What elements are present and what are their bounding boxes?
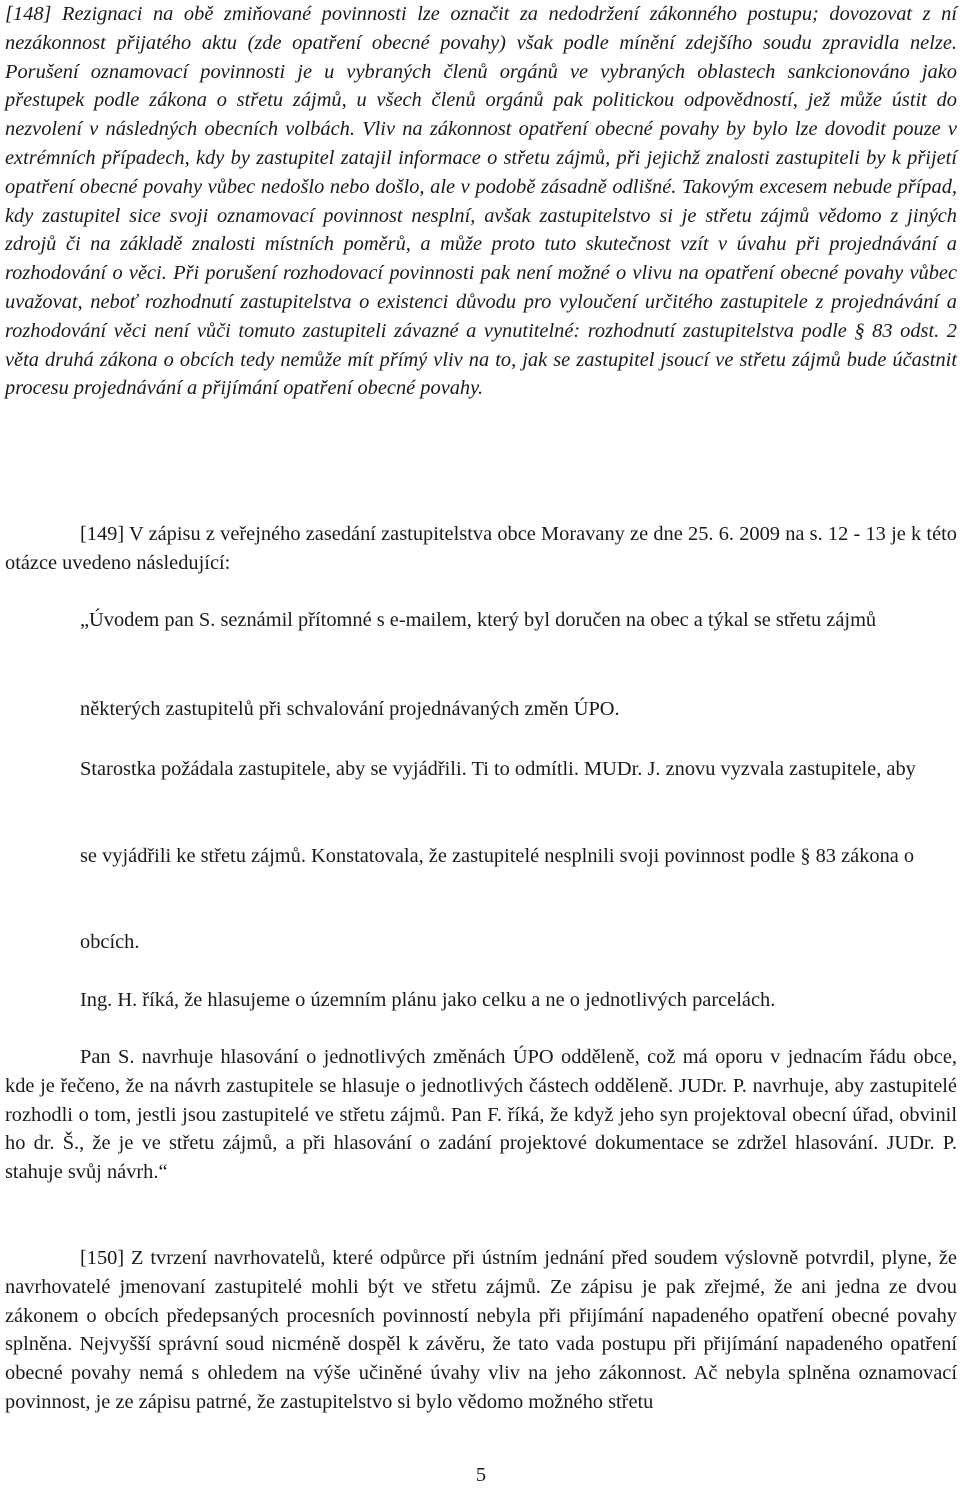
paragraph-150-text: [150] Z tvrzení navrhovatelů, které odpůrce při ústním jednání před soudem výslovně potvrdil, plyne, že navrhovatelé jmenovaní zastupitelé mohli být ve střetu zájmů. Ze zápisu je pak zřejmé, že ani jedna ze dvou zákonem o obcích předepsaných procesních povinností nebyla při přijímání napadeného opatření obecné povahy splněna. Nejvyšší správní soud nicméně dospěl k závěru, že tato vada postupu při přijímání napadeného opatření obecné povahy nemá s ohledem na výše učiněné úvahy vliv na jeho zákonnost. Ač nebyla splněna oznamovací povinnost, je ze zápisu patrné, že zastupitelstvo si bylo vědomo možného střetu — [5, 1247, 957, 1413]
quote-line-5: obcích. — [80, 931, 140, 953]
page-number: 5 — [475, 1464, 487, 1486]
quote-line-4: se vyjádřili ke střetu zájmů. Konstatovala, že zastupitelé nesplnili svoji povinnost podle § 83 zákona o — [80, 845, 915, 867]
quote-line-2: některých zastupitelů při schvalování projednávaných změn ÚPO. — [80, 698, 620, 720]
quote-line-6: Ing. H. říká, že hlasujeme o územním plánu jako celku a ne o jednotlivých parcelách. — [80, 989, 776, 1011]
quote-line-1: „Úvodem pan S. seznámil přítomné s e-mailem, který byl doručen na obec a týkal se střetu zájmů — [80, 609, 877, 631]
paragraph-150 — [5, 1244, 957, 1417]
paragraph-148-text: [148] Rezignaci na obě zmiňované povinnosti lze označit za nedodržení zákonného postupu; dovozovat z ní nezákonnost přijatého aktu (zde opatření obecné povahy) však podle mínění zdejšího soudu zpravidla nelze. Porušení oznamovací povinnosti je u vybraných členů orgánů ve vybraných oblastech sankcionováno jako přestupek podle zákona o střetu zájmů, u všech členů orgánů pak politickou odpovědností, jež může ústit do nezvolení v následných obecních volbách. Vliv na zákonnost opatření obecné povahy by bylo lze dovodit pouze v extrémních případech, kdy by zastupitel zatajil informace o střetu zájmů, při jejichž znalosti zastupiteli by k přijetí opatření obecné povahy vůbec nedošlo nebo došlo, ale v podobě zásadně odlišné. Takovým excesem nebude případ, kdy zastupitel sice svoji oznamovací povinnost nesplní, avšak zastupitelstvo si je střetu zájmů vědomo z jiných zdrojů či na základě znalosti místních poměrů, a může proto tuto skutečnost vzít v úvahu při projednávání a rozhodování o věci. Při porušení rozhodovací povinnosti pak není možné o vlivu na opatření obecné povahy vůbec uvažovat, neboť rozhodnutí zastupitelstva o existenci důvodu pro vyloučení určitého zastupitele z projednávání a rozhodování věci není vůči tomuto zastupiteli závazné a vynutitelné: rozhodnutí zastupitelstva podle § 83 odst. 2 věta druhá zákona o obcích tedy nemůže mít přímý vliv na to, jak se zastupitel jsoucí ve střetu zájmů bude účastnit procesu projednávání a přijímání opatření obecné povahy. — [5, 3, 957, 400]
quote-line-3: Starostka požádala zastupitele, aby se vyjádřili. Ti to odmítli. MUDr. J. znovu vyzvala zastupitele, aby — [80, 758, 916, 780]
quote-line-7: Pan S. navrhuje hlasování o jednotlivých změnách ÚPO odděleně, což má oporu v jednacím řádu obce, kde je řečeno, že na návrh zastupitele se hlasuje o jednotlivých částech odděleně. JUDr. P. navrhuje, aby zastupitelé rozhodli o tom, jestli jsou zastupitelé ve střetu zájmů. Pan F. říká, že když jeho syn projektoval obecní úřad, obvinil ho dr. Š., že je ve střetu zájmů, a při hlasování o zadání projektové dokumentace se zdržel hlasování. JUDr. P. stahuje svůj návrh.“ — [5, 1046, 957, 1184]
paragraph-148 — [5, 0, 957, 403]
paragraph-149-intro-text: [149] V zápisu z veřejného zasedání zastupitelstva obce Moravany ze dne 25. 6. 2009 na s. 12 - 13 je k této otázce uvedeno následující: — [5, 523, 957, 574]
paragraph-149-intro — [5, 520, 957, 578]
